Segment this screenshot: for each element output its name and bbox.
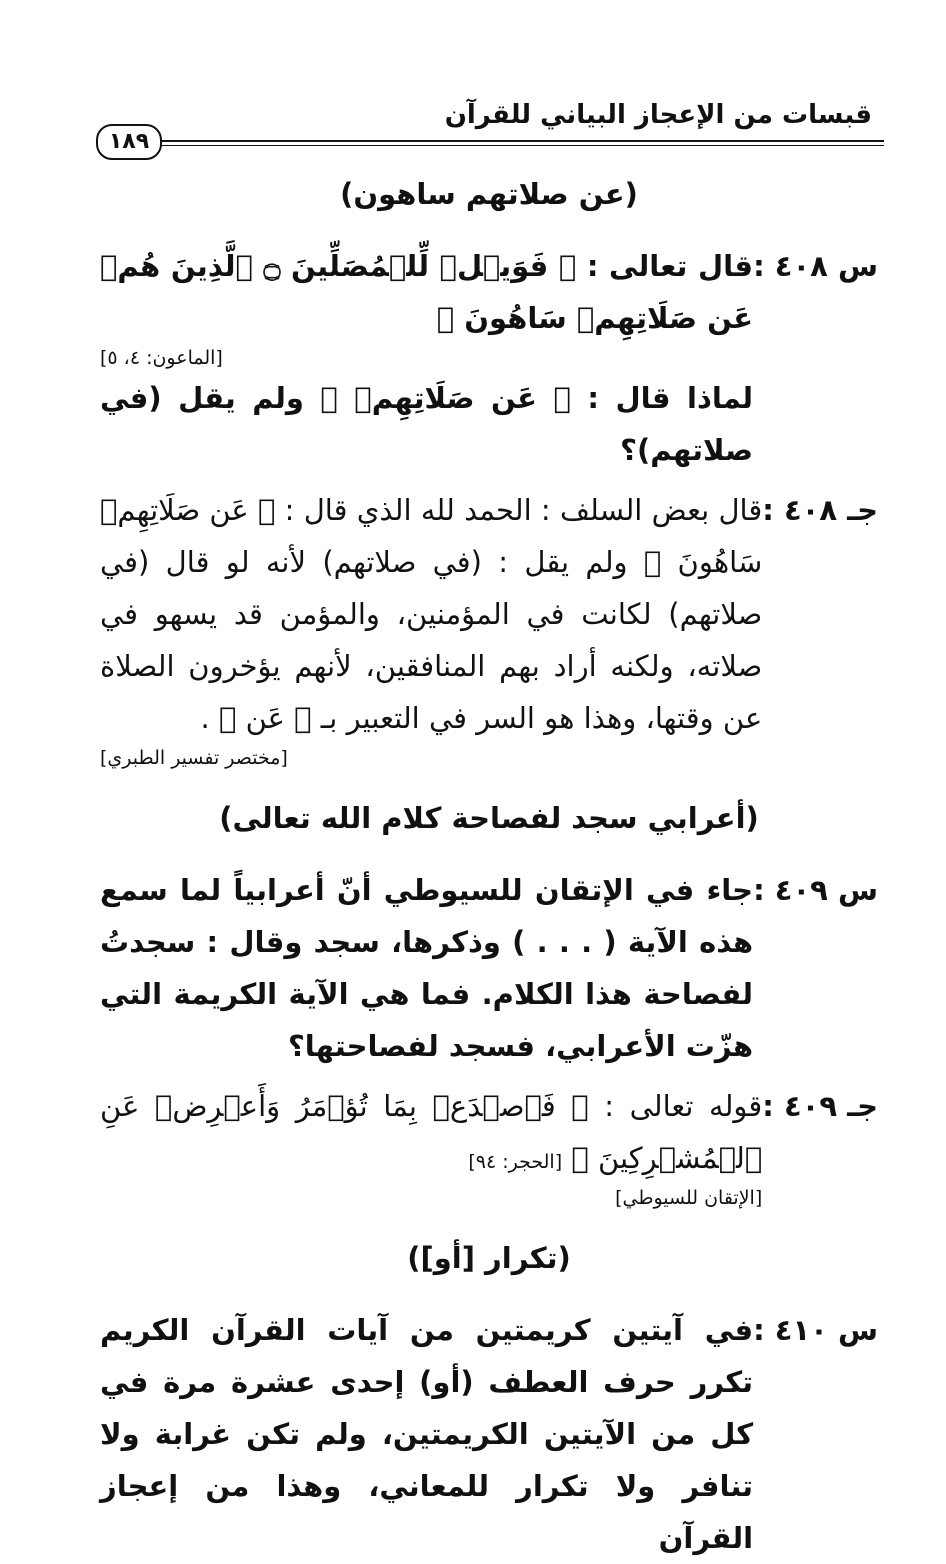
question-text	[100, 240, 753, 476]
question-verse: قال تعالى : ﴿ فَوَيۡلٞ لِّلۡمُصَلِّينَ ۝ ٱلَّذِينَ هُمۡ عَن صَلَاتِهِمۡ سَاهُونَ ﴾	[100, 249, 754, 335]
question-label: س ٤٠٩ :	[753, 873, 878, 907]
answer-text	[100, 1080, 762, 1212]
section-title-408: (عن صلاتهم ساهون)	[340, 177, 638, 211]
answer-body: قال بعض السلف : الحمد لله الذي قال : ﴿ عَن صَلَاتِهِمۡ سَاهُونَ ﴾ ولم يقل : (في صلاتهم) لأنه لو قال (في صلاتهم) لكانت في المؤمنين، والمؤمن قد يسهو في صلاته، ولكنه أراد بهم المنافقين، لأنهم يؤخرون الصلاة عن وقتها، وهذا هو السر في التعبير بـ ﴿ عَن ﴾ .	[100, 493, 763, 735]
section-title-410: (تكرار [أو])	[407, 1241, 571, 1275]
question-label: س ٤١٠ :	[753, 1313, 878, 1347]
header-rule	[160, 140, 884, 146]
verse-reference: [الحجر: ٩٤]	[468, 1151, 563, 1173]
question-408	[100, 240, 878, 476]
page-number: ١٨٩	[96, 124, 162, 160]
question-body: لماذا قال : ﴿ عَن صَلَاتِهِمۡ ﴾ ولم يقل (في صلاتهم)؟	[100, 381, 754, 467]
question-text: جاء في الإتقان للسيوطي أنّ أعرابياً لما سمع هذه الآية ( . . . ) وذكرها، سجد وقال : سجدتُ لفصاحة هذا الكلام. فما هي الآية الكريمة التي هزّت الأعرابي، فسجد لفصاحتها؟	[100, 873, 754, 1063]
running-title: قبسات من الإعجاز البياني للقرآن	[444, 100, 872, 130]
answer-408	[100, 484, 878, 772]
source-reference: [مختصر تفسير الطبري]	[100, 747, 288, 769]
answer-409	[100, 1080, 878, 1212]
question-409	[100, 864, 878, 1072]
answer-text	[100, 484, 762, 772]
answer-label: جـ ٤٠٩ :	[762, 1089, 878, 1123]
verse-reference: [الماعون: ٤، ٥]	[100, 347, 223, 369]
page-content	[100, 170, 878, 1564]
question-410	[100, 1304, 878, 1564]
answer-label: جـ ٤٠٨ :	[762, 493, 878, 527]
section-title-409: (أعرابي سجد لفصاحة كلام الله تعالى)	[219, 801, 759, 835]
source-reference: [الإتقان للسيوطي]	[615, 1187, 763, 1209]
answer-body: قوله تعالى : ﴿ فَٱصۡدَعۡ بِمَا تُؤۡمَرُ وَأَعۡرِضۡ عَنِ ٱلۡمُشۡرِكِينَ ﴾	[100, 1089, 763, 1175]
question-label: س ٤٠٨ :	[753, 249, 878, 283]
question-text: في آيتين كريمتين من آيات القرآن الكريم تكرر حرف العطف (أو) إحدى عشرة مرة في كل من الآيتين الكريمتين، ولم تكن غرابة ولا تنافر ولا تكرار للمعاني، وهذا من إعجاز القرآن	[100, 1313, 754, 1555]
